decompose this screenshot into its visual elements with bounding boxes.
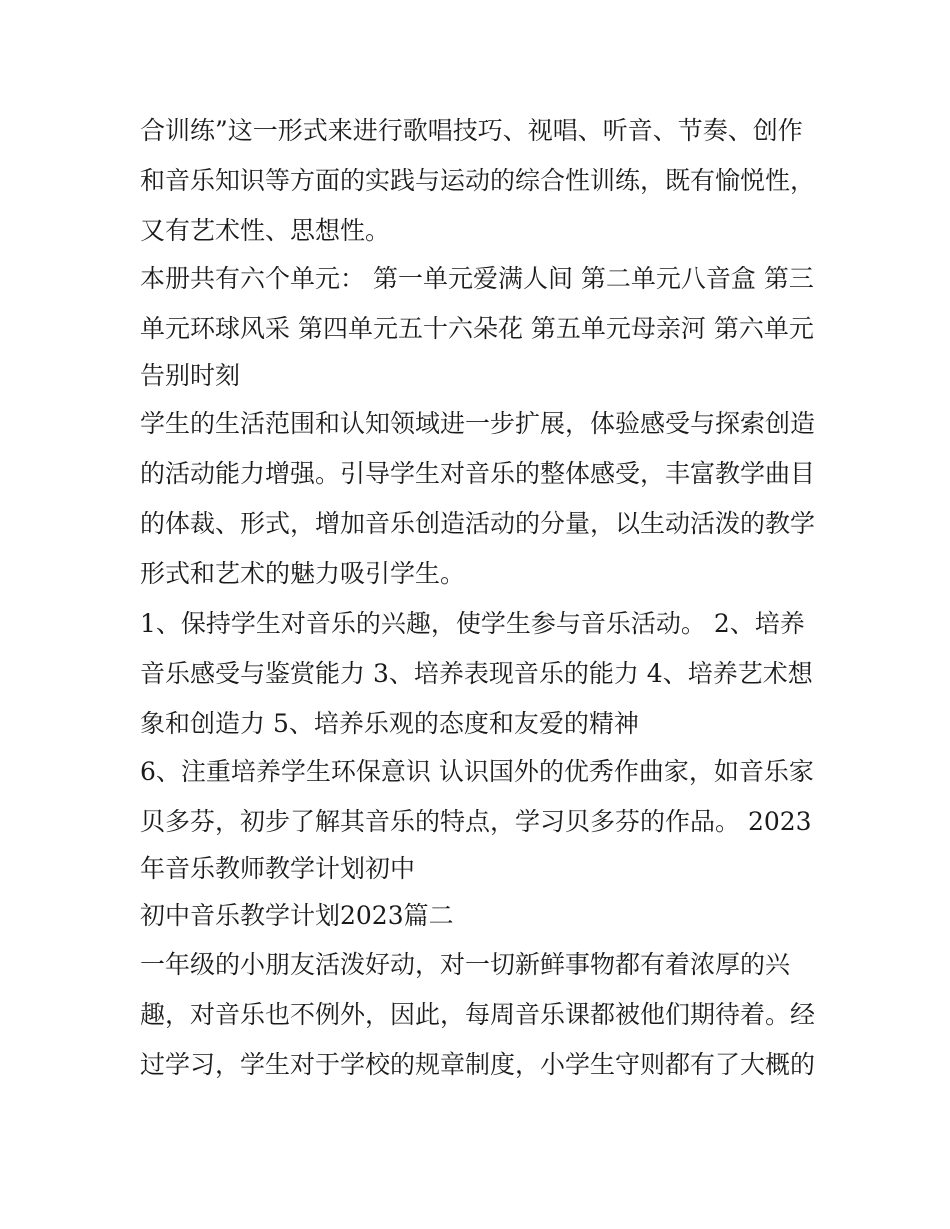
text-line-16: 年音乐教师教学计划初中: [140, 854, 416, 883]
document-body: [140, 110, 820, 1085]
text-line-8: 的活动能力增强。引导学生对音乐的整体感受，丰富教学曲目: [140, 459, 816, 488]
text-line-18: 一年级的小朋友活泼好动，对一切新鲜事物都有着浓厚的兴: [140, 950, 791, 979]
text-line-7: 学生的生活范围和认知领域进一步扩展，体验感受与探索创造: [140, 409, 816, 438]
text-line-12: 音乐感受与鉴赏能力 3、培养表现音乐的能力 4、培养艺术想: [140, 659, 813, 688]
text-line-20: 过学习，学生对于学校的规章制度，小学生守则都有了大概的: [140, 1050, 816, 1079]
text-line-10: 形式和艺术的魅力吸引学生。: [140, 559, 466, 588]
text-line-9: 的体裁、形式，增加音乐创造活动的分量，以生动活泼的教学: [140, 509, 816, 538]
text-line-1: 合训练”这一形式来进行歌唱技巧、视唱、听音、节奏、创作: [140, 116, 803, 145]
text-line-17: 初中音乐教学计划2023篇二: [140, 901, 454, 930]
text-line-11: 1、保持学生对音乐的兴趣，使学生参与音乐活动。 2、培养: [140, 609, 805, 638]
text-line-2: 和音乐知识等方面的实践与运动的综合性训练，既有愉悦性，: [140, 166, 816, 195]
text-line-6: 告别时刻: [140, 361, 241, 390]
text-line-19: 趣，对音乐也不例外，因此，每周音乐课都被他们期待着。经: [140, 1000, 816, 1029]
text-line-3: 又有艺术性、思想性。: [140, 216, 391, 245]
text-line-13: 象和创造力 5、培养乐观的态度和友爱的精神: [140, 709, 639, 738]
text-line-15: 贝多芬，初步了解其音乐的特点，学习贝多芬的作品。 2023: [140, 807, 812, 836]
text-line-5: 单元环球风采 第四单元五十六朵花 第五单元母亲河 第六单元: [140, 314, 814, 343]
text-line-14: 6、注重培养学生环保意识 认识国外的优秀作曲家，如音乐家: [140, 757, 814, 786]
text-line-4: 本册共有六个单元： 第一单元爱满人间 第二单元八音盒 第三: [140, 264, 814, 293]
